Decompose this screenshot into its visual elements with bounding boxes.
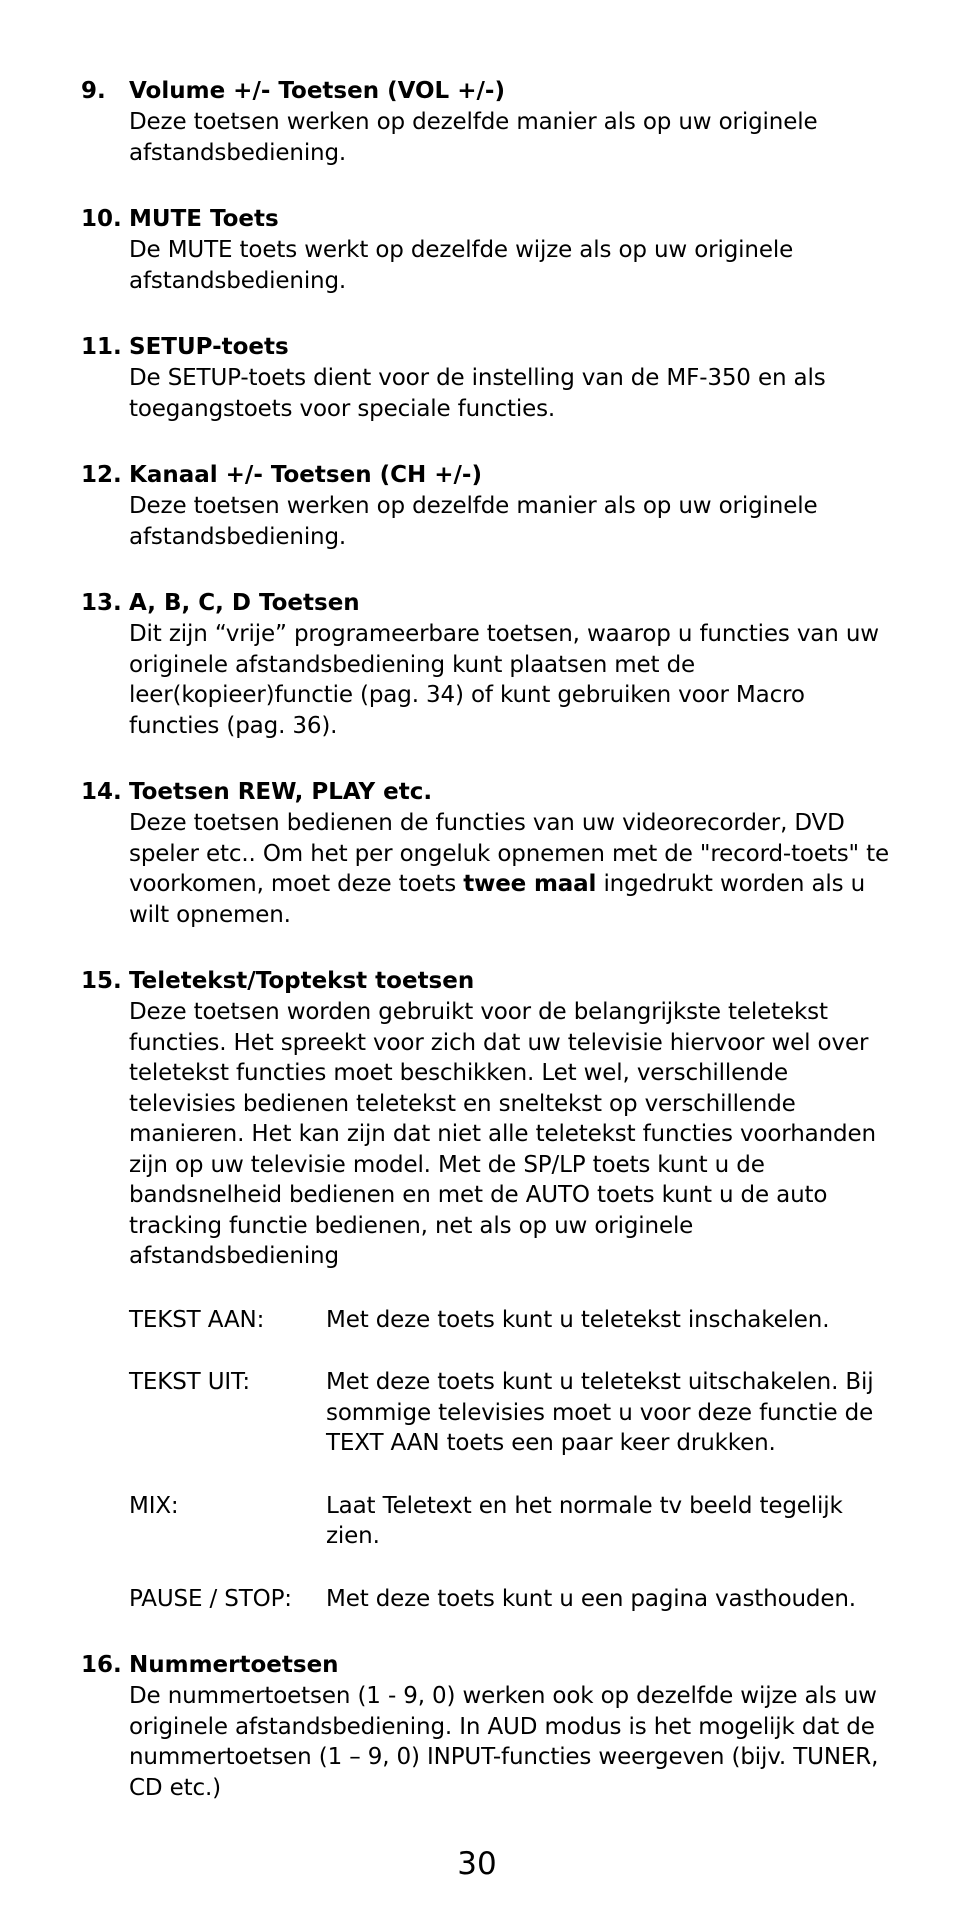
teletext-function-table	[129, 1305, 901, 1615]
teletext-description: Laat Teletext en het normale tv beeld tegelijk zien.	[326, 1492, 843, 1549]
section-title: Volume +/- Toetsen (VOL +/-)	[129, 78, 505, 104]
section-abcd-keys	[81, 588, 901, 741]
section-title: Nummertoetsen	[129, 1652, 339, 1678]
teletext-row	[129, 1305, 901, 1336]
teletext-row	[129, 1491, 901, 1552]
section-number: 10.	[81, 206, 122, 232]
section-number: 13.	[81, 590, 122, 616]
section-number: 15.	[81, 968, 122, 994]
section-title: A, B, C, D Toetsen	[129, 590, 360, 616]
teletext-key: TEKST UIT:	[129, 1369, 251, 1395]
section-body: De SETUP-toets dient voor de instelling van de MF-350 en als toegangstoets voor speciale functies.	[129, 365, 826, 422]
teletext-row	[129, 1584, 901, 1615]
teletext-description: Met deze toets kunt u teletekst uitschakelen. Bij sommige televisies moet u voor deze functie de TEXT AAN toets een paar keer drukken.	[326, 1369, 874, 1456]
section-number: 12.	[81, 462, 122, 488]
section-number: 11.	[81, 334, 122, 360]
section-number-keys	[81, 1650, 901, 1803]
section-title: MUTE Toets	[129, 206, 279, 232]
body-text-after: ingedrukt worden als u wilt opnemen.	[129, 871, 866, 928]
section-body: Dit zijn “vrije” programeerbare toetsen, waarop u functies van uw originele afstandsbediening kunt plaatsen met de leer(kopieer)functie (pag. 34) of kunt gebruiken voor Macro functies (pag. 36).	[129, 621, 879, 739]
section-body: De nummertoetsen (1 - 9, 0) werken ook op dezelfde wijze als uw originele afstandsbediening. In AUD modus is het mogelijk dat de nummertoetsen (1 – 9, 0) INPUT-functies weergeven (bijv. TUNER, CD etc.)	[129, 1683, 879, 1801]
section-title: Kanaal +/- Toetsen (CH +/-)	[129, 462, 482, 488]
teletext-row	[129, 1367, 901, 1459]
section-title: Toetsen REW, PLAY etc.	[129, 779, 433, 805]
section-transport-keys	[81, 777, 901, 930]
teletext-description: Met deze toets kunt u teletekst inschakelen.	[326, 1306, 830, 1333]
body-text-before: Deze toetsen bedienen de functies van uw videorecorder, DVD speler etc.. Om het per ongeluk opnemen met de "record-toets" te voorkomen, moet deze toets	[129, 810, 890, 897]
teletext-key: PAUSE / STOP:	[129, 1585, 292, 1612]
section-number: 16.	[81, 1652, 122, 1678]
teletext-key: TEKST AAN:	[129, 1306, 265, 1333]
page-number: 30	[457, 1846, 497, 1882]
section-body	[129, 808, 901, 930]
section-body: Deze toetsen worden gebruikt voor de belangrijkste teletekst functies. Het spreekt voor zich dat uw televisie hiervoor wel over teletekst functies moet beschikken. Let wel, verschillende televisies bedienen teletekst en sneltekst op verschillende manieren. Het kan zijn dat niet alle teletekst functies voorhanden zijn op uw televisie model. Met de SP/LP toets kunt u de bandsnelheid bedienen en met de AUTO toets kunt u de auto tracking functie bedienen, net als op uw originele afstandsbediening	[129, 999, 876, 1269]
section-body: De MUTE toets werkt op dezelfde wijze als op uw originele afstandsbediening.	[129, 237, 794, 294]
body-emphasis: twee maal	[463, 871, 597, 897]
section-body: Deze toetsen werken op dezelfde manier als op uw originele afstandsbediening.	[129, 109, 818, 166]
section-mute	[81, 204, 901, 296]
section-number: 14.	[81, 779, 122, 805]
section-number: 9.	[81, 78, 106, 104]
section-title: Teletekst/Toptekst toetsen	[129, 968, 475, 994]
section-volume	[81, 76, 901, 168]
section-list	[81, 76, 901, 1839]
teletext-key: MIX:	[129, 1492, 179, 1519]
section-body: Deze toetsen werken op dezelfde manier als op uw originele afstandsbediening.	[129, 493, 818, 550]
section-title: SETUP-toets	[129, 334, 289, 360]
section-setup	[81, 332, 901, 424]
section-channel	[81, 460, 901, 552]
teletext-description: Met deze toets kunt u een pagina vasthouden.	[326, 1585, 856, 1612]
section-teletext	[81, 966, 901, 1614]
